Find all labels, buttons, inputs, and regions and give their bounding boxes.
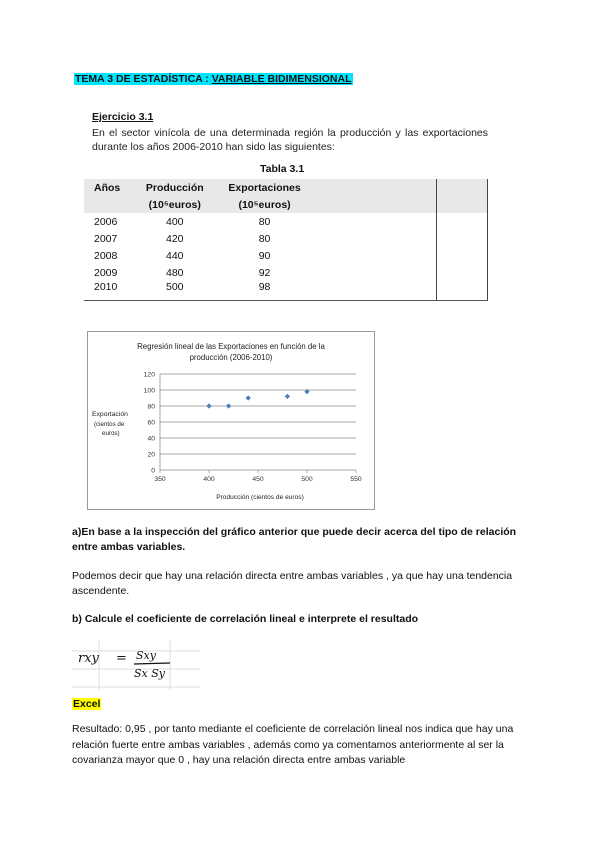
exercise-statement: En el sector vinícola de una determinada región la producción y las exportaciones durante los años 2006-2010 han sido las siguientes: (92, 127, 488, 153)
y-axis-label-line3: euros) (102, 430, 120, 437)
cell-year: 2007 (94, 232, 118, 245)
header-production: Producción (140, 179, 210, 196)
y-tick-label: 20 (147, 451, 155, 459)
scatter-chart (87, 331, 375, 510)
data-point (246, 395, 251, 400)
chart-grid (160, 374, 356, 454)
y-tick-label: 0 (151, 467, 155, 475)
data-point (206, 403, 211, 408)
cell-year: 2009 (94, 266, 118, 279)
title-underlined: VARIABLE BIDIMENSIONAL (211, 73, 352, 85)
cell-exports: 92 (258, 266, 271, 279)
answer-a: Podemos decir que hay una relación directa entre ambas variables , ya que hay una tendencia ascendente. (72, 570, 513, 597)
cell-production: 440 (166, 249, 184, 262)
y-tick-labels (144, 371, 156, 474)
chart-title-line1: Regresión lineal de las Exportaciones en función de la (137, 342, 325, 351)
cell-production: 420 (166, 232, 184, 245)
x-tick-label: 450 (252, 476, 264, 483)
subheader-empty-col-2 (437, 196, 488, 213)
cell-empty-2 (437, 281, 488, 301)
table-subheader-row (84, 196, 488, 213)
y-tick-label: 60 (147, 419, 155, 427)
table-row (84, 281, 488, 301)
x-tick-label: 400 (203, 476, 215, 483)
subheader-years (84, 196, 140, 213)
formula-numerator: Sxy (136, 649, 156, 662)
cell-exports: 80 (258, 232, 271, 245)
formula-denominator: Sx Sy (134, 667, 165, 680)
x-axis-label: Producción (cientos de euros) (216, 494, 304, 501)
cell-production: 400 (166, 215, 184, 228)
x-tick-label: 500 (301, 476, 313, 483)
chart-axes (160, 374, 356, 473)
question-a: a)En base a la inspección del gráfico anterior que puede decir acerca del tipo de relación entre ambas variables. (72, 526, 517, 553)
subheader-exports: (10⁵euros) (210, 196, 320, 213)
cell-empty-1 (319, 281, 437, 301)
table-row (84, 264, 488, 281)
data-point (226, 403, 231, 408)
formula-svg (72, 640, 200, 690)
table-row (84, 247, 488, 264)
header-exports: Exportaciones (210, 179, 320, 196)
cell-production: 480 (166, 266, 184, 279)
subheader-production: (10⁵euros) (140, 196, 210, 213)
cell-empty-2 (437, 264, 488, 281)
header-years: Años (84, 179, 140, 196)
question-b: b) Calcule el coeficiente de correlación lineal e interprete el resultado (72, 613, 419, 625)
table-row (84, 230, 488, 247)
header-empty-col-1 (319, 179, 437, 196)
table-header-row (84, 179, 488, 196)
x-tick-label: 550 (350, 476, 362, 483)
y-tick-label: 100 (143, 387, 155, 395)
x-tick-labels (154, 476, 362, 483)
table-caption: Tabla 3.1 (260, 163, 305, 175)
cell-empty-2 (437, 213, 488, 230)
x-tick-label: 350 (154, 476, 166, 483)
cell-year: 2006 (94, 215, 118, 228)
data-table (84, 179, 488, 301)
exercise-title: Ejercicio 3.1 (92, 111, 154, 123)
formula-lhs: rxy (78, 651, 99, 666)
cell-empty-1 (319, 213, 437, 230)
cell-exports: 98 (210, 281, 320, 301)
cell-exports: 80 (258, 215, 271, 228)
y-tick-label: 40 (147, 435, 155, 443)
subheader-empty-col-1 (319, 196, 437, 213)
cell-year: 2010 (84, 281, 140, 301)
chart-title-line2: producción (2006-2010) (189, 353, 273, 362)
cell-exports: 90 (258, 249, 271, 262)
y-tick-label: 80 (147, 403, 155, 411)
cell-empty-2 (437, 247, 488, 264)
header-empty-col-2 (437, 179, 488, 196)
y-axis-label-line1: Exportación (92, 411, 128, 418)
cell-production: 500 (140, 281, 210, 301)
formula-fraction-bar (134, 663, 170, 664)
y-axis-label-line2: (cientos de (94, 421, 125, 428)
cell-empty-1 (319, 247, 437, 264)
formula-equals: = (116, 651, 127, 666)
data-point (285, 394, 290, 399)
page-title (74, 73, 353, 85)
table-row (84, 213, 488, 230)
cell-empty-1 (319, 230, 437, 247)
cell-empty-2 (437, 230, 488, 247)
formula-image (72, 640, 200, 690)
excel-result: Resultado: 0,95 , por tanto mediante el coeficiente de correlación lineal nos indica que hay una relación fuerte entre ambas variables , además como ya comentamos anteriormente al ser la covarianza mayor que 0 , hay una relación directa entre ambas variable (72, 723, 514, 766)
cell-year: 2008 (94, 249, 118, 262)
cell-empty-1 (319, 264, 437, 281)
excel-label: Excel (73, 698, 101, 710)
chart-svg (88, 332, 374, 509)
y-tick-label: 120 (143, 371, 155, 379)
title-prefix: TEMA 3 DE ESTADÍSTICA : (75, 73, 212, 85)
